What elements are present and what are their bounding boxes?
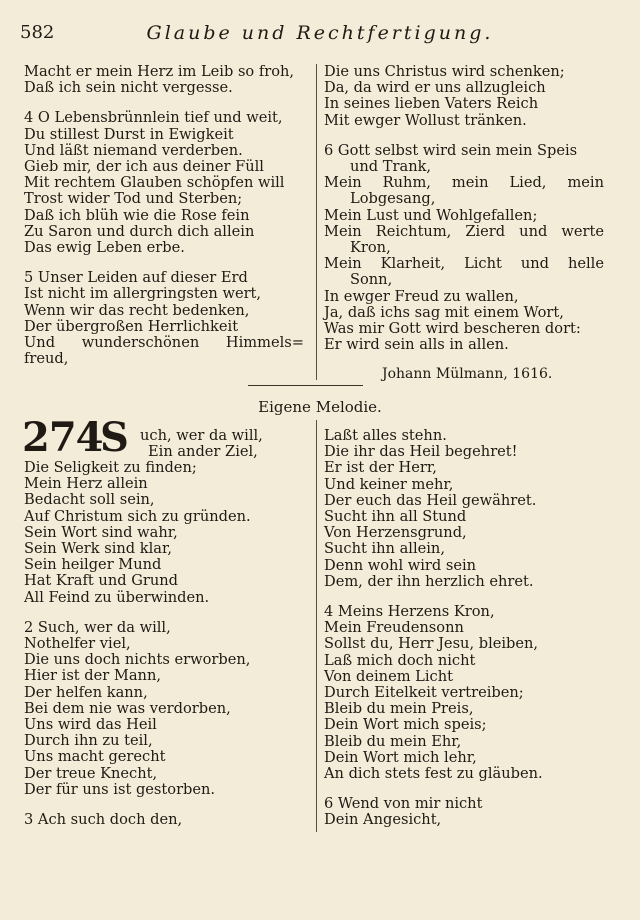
verse-line: 4 Meins Herzens Kron, [324, 603, 495, 621]
verse-line: Gieb mir, der ich aus deiner Füll [24, 158, 264, 176]
verse-line: Zu Saron und durch dich allein [24, 222, 255, 240]
verse-line: Du stillest Durst in Ewigkeit [24, 125, 234, 143]
verse-line: Mit rechtem Glauben schöpfen will [24, 174, 285, 192]
verse-line: Er ist der Herr, [324, 459, 437, 477]
verse-line: Durch Eitelkeit vertreiben; [324, 684, 524, 702]
verse-line: Und keiner mehr, [324, 475, 454, 493]
verse-line: Laß mich doch nicht [324, 651, 476, 669]
column-divider-bottom [316, 420, 317, 832]
verse-line: Auf Christum sich zu gründen. [24, 507, 251, 525]
verse-line: uch, wer da will, [140, 427, 263, 444]
stanza-gap [24, 606, 304, 620]
verse-line: Sein heilger Mund [24, 556, 162, 574]
verse-line: Ist nicht im allergringsten wert, [24, 285, 262, 303]
verse-line: Das ewig Leben erbe. [24, 239, 185, 257]
verse-line: Dein Wort mich speis; [324, 716, 487, 734]
verse-line: Daß ich sein nicht vergesse. [24, 79, 233, 97]
melody-heading: Eigene Melodie. [258, 398, 382, 416]
verse-line: Sonn, [350, 271, 393, 289]
stanza-gap [24, 798, 304, 812]
verse-line: Bleib du mein Preis, [324, 700, 474, 718]
verse-line: Hier ist der Mann, [24, 667, 161, 685]
verse-line: Sollst du, Herr Jesu, bleiben, [324, 635, 539, 653]
verse-line: 3 Ach such doch den, [24, 811, 183, 829]
verse-line: Nothelfer viel, [24, 635, 131, 653]
verse-line: Der euch das Heil gewähret. [324, 491, 537, 509]
verse-line: Uns macht gerecht [24, 748, 166, 766]
verse-line: Die ihr das Heil begehret! [324, 443, 518, 461]
hymn273-right-column [324, 64, 604, 353]
verse-line: Die Seligkeit zu finden; [24, 459, 197, 476]
verse-line: Dem, der ihn herzlich ehret. [324, 572, 534, 590]
verse-line: und Trank, [350, 158, 432, 176]
verse-line: Wenn wir das recht bedenken, [24, 301, 250, 319]
hymn274-lead-lines [140, 428, 263, 460]
verse-line: Bei dem nie was verdorben, [24, 699, 231, 717]
verse-line: freud, [24, 350, 69, 368]
stanza-gap [24, 96, 304, 110]
stanza-gap [324, 590, 604, 604]
stanza-gap [24, 256, 304, 270]
verse-line: Was mir Gott wird bescheren dort: [324, 320, 581, 338]
verse-line: Daß ich blüh wie die Rose fein [24, 206, 250, 224]
stanza-gap [324, 129, 604, 143]
hymn274-right-column [324, 428, 604, 829]
verse-line: Mein Lust und Wohlgefallen; [324, 206, 538, 224]
verse-line: Dein Wort mich lehr, [324, 748, 477, 766]
verse-line: In ewger Freud zu wallen, [324, 287, 519, 305]
verse-line: An dich stets fest zu gläuben. [324, 765, 543, 783]
verse-line: Die uns Christus wird schenken; [324, 63, 565, 80]
verse-line: Ja, daß ichs sag mit einem Wort, [324, 303, 564, 321]
verse-line: Kron, [350, 239, 391, 257]
hymn273-left-column [24, 64, 304, 367]
verse-line: Macht er mein Herz im Leib so froh, [24, 63, 295, 80]
verse-line: Mein Klarheit, Licht und helle [324, 255, 604, 273]
verse-line: Lobgesang, [350, 190, 436, 208]
verse-line: Sucht ihn all Stund [324, 508, 467, 526]
hymn-author: Johann Mülmann, 1616. [382, 366, 553, 382]
verse-line: Mein Reichtum, Zierd und werte [324, 222, 604, 240]
verse-line: Mein Ruhm, mein Lied, mein [324, 174, 604, 192]
verse-line: Ein ander Ziel, [148, 443, 258, 461]
running-title: Glaube und Rechtfertigung. [146, 22, 494, 44]
verse-line: Der übergroßen Herrlichkeit [24, 317, 239, 335]
verse-line: Dein Angesicht, [324, 811, 442, 829]
verse-line: Da, da wird er uns allzugleich [324, 79, 546, 97]
verse-line: Mit ewger Wollust tränken. [324, 111, 527, 129]
verse-line: Und wunderschönen Himmels= [24, 334, 304, 352]
verse-line: Trost wider Tod und Sterben; [24, 190, 243, 208]
verse-line: 6 Gott selbst wird sein mein Speis [324, 141, 578, 159]
verse-line: Der für uns ist gestorben. [24, 780, 216, 798]
verse-line: Mein Freudensonn [324, 619, 464, 637]
verse-line: 5 Unser Leiden auf dieser Erd [24, 269, 248, 287]
verse-line: Laßt alles stehn. [324, 427, 447, 444]
verse-line: Durch ihn zu teil, [24, 732, 153, 750]
drop-cap: S [100, 414, 129, 461]
page-header [20, 22, 620, 46]
verse-line: Uns wird das Heil [24, 716, 157, 734]
verse-line: Bedacht soll sein, [24, 491, 155, 509]
verse-line: 4 O Lebensbrünnlein tief und weit, [24, 109, 283, 127]
verse-line: Von deinem Licht [324, 667, 453, 685]
verse-line: Sein Werk sind klar, [24, 540, 173, 558]
column-divider-top [316, 64, 317, 380]
hymn274-left-column [24, 460, 304, 828]
verse-line: Von Herzensgrund, [324, 524, 467, 542]
verse-line: Er wird sein alls in allen. [324, 336, 509, 354]
verse-line: 6 Wend von mir nicht [324, 795, 483, 813]
verse-line: Bleib du mein Ehr, [324, 732, 462, 750]
verse-line: Der treue Knecht, [24, 764, 158, 782]
verse-line: Sein Wort sind wahr, [24, 523, 178, 541]
verse-line: Sucht ihn allein, [324, 540, 445, 558]
section-rule [248, 385, 363, 386]
verse-line: In seines lieben Vaters Reich [324, 95, 539, 113]
page-number: 582 [20, 22, 55, 43]
verse-line: 2 Such, wer da will, [24, 618, 171, 636]
stanza-gap [324, 782, 604, 796]
verse-line: Hat Kraft und Grund [24, 572, 178, 590]
verse-line: Mein Herz allein [24, 475, 148, 493]
verse-line: Der helfen kann, [24, 683, 148, 701]
verse-line: Die uns doch nichts erworben, [24, 651, 251, 669]
verse-line: Denn wohl wird sein [324, 556, 477, 574]
verse-line: All Feind zu überwinden. [24, 588, 210, 606]
hymn-number: 274 [22, 414, 103, 461]
verse-line: Und läßt niemand verderben. [24, 141, 243, 159]
